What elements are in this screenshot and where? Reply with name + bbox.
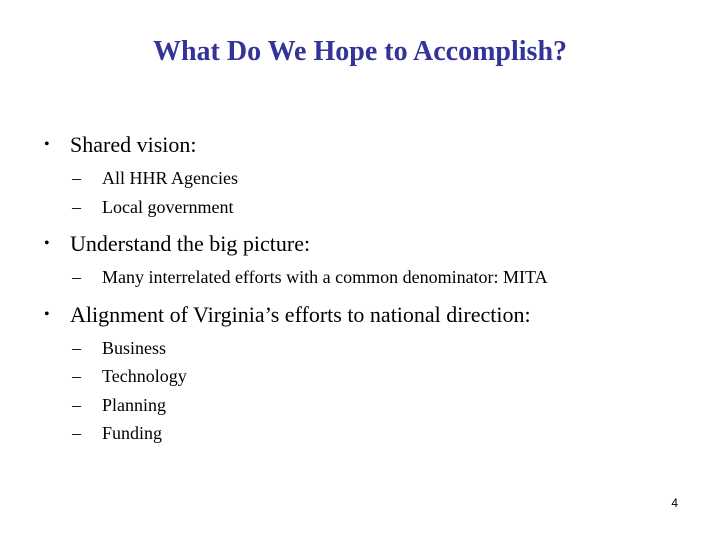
sub-item [44,391,704,420]
slide-title: What Do We Hope to Accomplish? [152,36,568,67]
sub-item-text: Technology [102,366,187,386]
sub-list [44,164,704,221]
bullet-text: Alignment of Virginia’s efforts to national direction: [70,301,531,327]
bullet-big-picture [44,229,704,292]
dash-marker-icon: – [72,394,81,415]
dash-marker-icon: – [72,423,81,443]
sub-item [44,334,704,363]
dash-marker-icon: – [72,196,81,217]
dash-marker-icon: – [72,267,81,287]
bullet-text: Shared vision: [70,132,197,157]
sub-item [44,362,704,391]
page-number: 4 [671,496,678,510]
sub-list [44,263,704,292]
dash-marker-icon: – [72,366,81,386]
sub-item-text: Planning [102,394,167,415]
bullet-shared-vision [44,130,704,221]
bullet-marker-icon: • [44,235,50,252]
sub-item [44,193,704,222]
dash-marker-icon: – [72,168,81,188]
sub-item [44,419,704,448]
sub-item-text: Many interrelated efforts with a common denominator: MITA [102,267,548,287]
bullet-marker-icon: • [44,136,50,153]
bullet-item [44,300,704,330]
sub-item [44,164,704,193]
dash-marker-icon: – [72,337,81,358]
bullet-alignment [44,300,704,448]
sub-item-text: Local government [102,196,234,217]
bullet-text: Understand the big picture: [70,231,311,256]
sub-list [44,334,704,448]
sub-item-text: Funding [102,423,163,443]
sub-item [44,263,704,292]
bullet-item [44,130,704,160]
sub-item-text: All HHR Agencies [102,168,238,188]
bullet-marker-icon: • [44,305,50,323]
bullet-item [44,229,704,259]
bullet-list [44,130,704,456]
sub-item-text: Business [102,337,167,358]
